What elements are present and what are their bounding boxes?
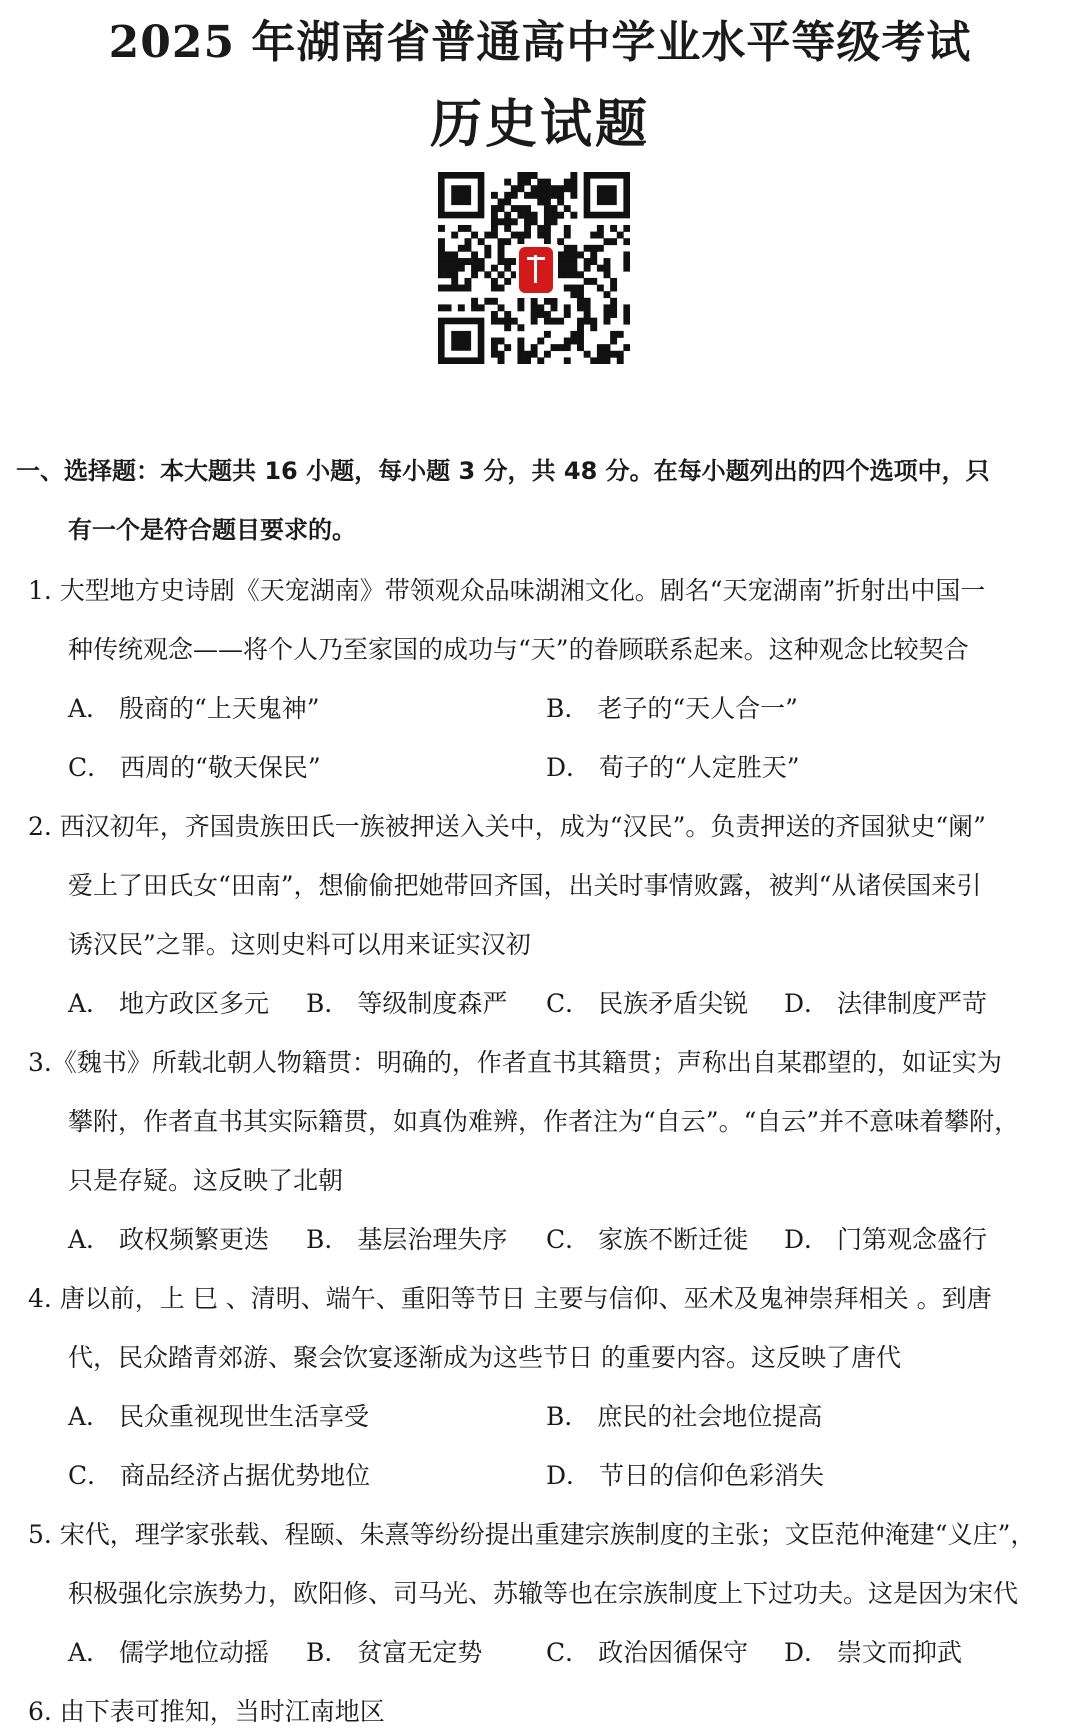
question-3-option-c: C． 家族不断迁徙 bbox=[546, 1225, 749, 1254]
question-2-option-b: B． 等级制度森严 bbox=[306, 989, 508, 1018]
question-6-stem: 6. 由下表可推知，当时江南地区 bbox=[28, 1697, 385, 1726]
question-2-option-d: D． 法律制度严苛 bbox=[784, 989, 987, 1018]
question-2-option-a: A． 地方政区多元 bbox=[68, 989, 270, 1018]
question-5-option-c: C． 政治因循保守 bbox=[546, 1638, 749, 1667]
question-5-stem: 5. 宋代，理学家张载、程颐、朱熹等纷纷提出重建宗族制度的主张；文臣范仲淹建“义庄”， bbox=[28, 1520, 1036, 1549]
question-5-option-d: D． 崇文而抑武 bbox=[784, 1638, 962, 1667]
question-4-stem: 4. 唐以前，上 巳 、清明、端午、重阳等节日 主要与信仰、巫术及鬼神崇拜相关 。到唐 bbox=[28, 1284, 992, 1313]
question-2-stem-cont: 诱汉民”之罪。这则史料可以用来证实汉初 bbox=[68, 930, 531, 959]
exam-subject: 历史试题 bbox=[429, 94, 650, 155]
question-3-stem-cont: 只是存疑。这反映了北朝 bbox=[68, 1166, 344, 1195]
qr-code-icon bbox=[438, 172, 630, 364]
question-3-option-a: A． 政权频繁更迭 bbox=[68, 1225, 270, 1254]
section-heading-cont: 有一个是符合题目要求的。 bbox=[68, 516, 356, 544]
question-4-option-a: A． 民众重视现世生活享受 bbox=[68, 1402, 370, 1431]
question-3-stem: 3.《魏书》所载北朝人物籍贯：明确的，作者直书其籍贯；声称出自某郡望的，如证实为 bbox=[28, 1048, 1002, 1077]
question-5-option-b: B． 贫富无定势 bbox=[306, 1638, 483, 1667]
question-5-stem-cont: 积极强化宗族势力，欧阳修、司马光、苏辙等也在宗族制度上下过功夫。这是因为宋代 bbox=[68, 1579, 1019, 1608]
question-4-stem-cont: 代，民众踏青郊游、聚会饮宴逐渐成为这些节日 的重要内容。这反映了唐代 bbox=[68, 1343, 901, 1372]
question-1-option-d: D． 荀子的“人定胜天” bbox=[546, 753, 800, 782]
question-2-stem: 2. 西汉初年，齐国贵族田氏一族被押送入关中，成为“汉民”。负责押送的齐国狱史“阑” bbox=[28, 812, 986, 841]
question-4-option-b: B． 庶民的社会地位提高 bbox=[546, 1402, 823, 1431]
section-heading: 一、选择题：本大题共 16 小题，每小题 3 分，共 48 分。在每小题列出的四个选项中，只 bbox=[16, 457, 990, 485]
question-1-option-b: B． 老子的“天人合一” bbox=[546, 694, 798, 723]
question-2-option-c: C． 民族矛盾尖锐 bbox=[546, 989, 749, 1018]
question-2-stem-cont: 爱上了田氏女“田南”，想偷偷把她带回齐国，出关时事情败露，被判“从诸侯国来引 bbox=[68, 871, 982, 900]
question-1-stem: 1. 大型地方史诗剧《天宠湖南》带领观众品味湖湘文化。剧名“天宠湖南”折射出中国一 bbox=[28, 576, 986, 605]
question-1-option-a: A． 殷商的“上天鬼神” bbox=[68, 694, 320, 723]
question-4-option-d: D． 节日的信仰色彩消失 bbox=[546, 1461, 824, 1490]
question-3-option-d: D． 门第观念盛行 bbox=[784, 1225, 987, 1254]
question-3-stem-cont: 攀附，作者直书其实际籍贯，如真伪难辨，作者注为“自云”。“自云”并不意味着攀附， bbox=[68, 1107, 1020, 1136]
seal-icon bbox=[516, 244, 558, 298]
question-3-option-b: B． 基层治理失序 bbox=[306, 1225, 508, 1254]
question-1-stem-cont: 种传统观念——将个人乃至家国的成功与“天”的眷顾联系起来。这种观念比较契合 bbox=[68, 635, 969, 664]
question-5-option-a: A． 儒学地位动摇 bbox=[68, 1638, 270, 1667]
exam-title: 2025 年湖南省普通高中学业水平等级考试 bbox=[108, 17, 972, 68]
question-1-option-c: C． 西周的“敬天保民” bbox=[68, 753, 321, 782]
question-4-option-c: C． 商品经济占据优势地位 bbox=[68, 1461, 371, 1490]
